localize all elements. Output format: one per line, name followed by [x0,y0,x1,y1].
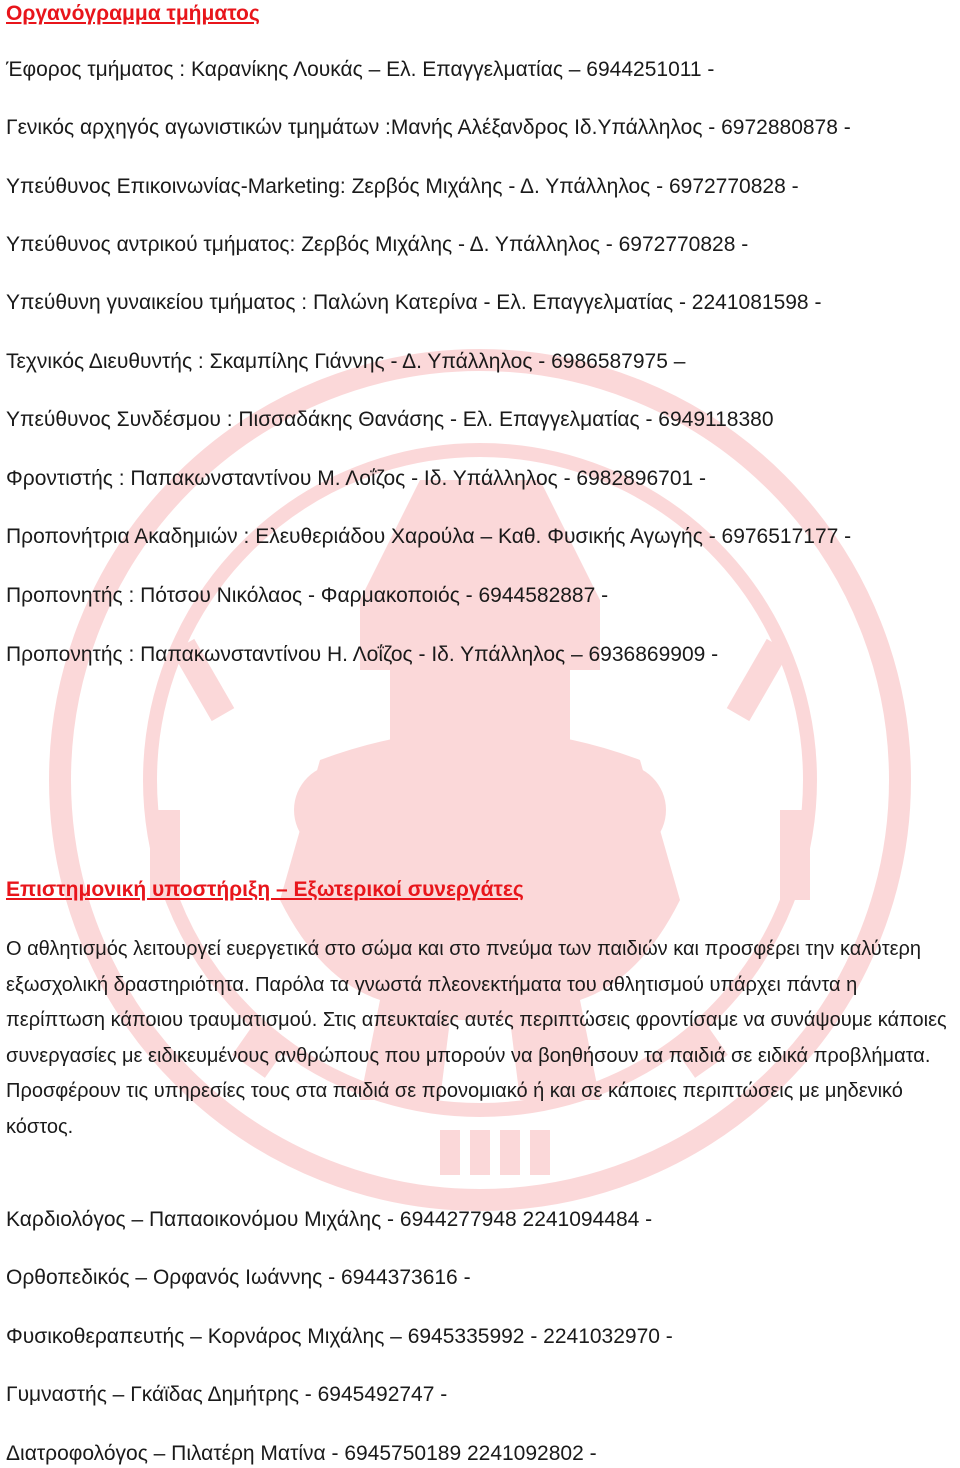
staff-line: Γενικός αρχηγός αγωνιστικών τμημάτων :Μανής Αλέξανδρος Ιδ.Υπάλληλος - 6972880878 - [6,116,851,139]
contact-line: Καρδιολόγος – Παπαοικονόμου Μιχάλης - 6944277948 2241094484 - [6,1208,653,1231]
contact-line: Ορθοπεδικός – Ορφανός Ιωάννης - 6944373616 - [6,1266,471,1289]
scientific-support-heading: Επιστημονική υποστήριξη – Εξωτερικοί συνεργάτες [6,878,524,901]
staff-line: Υπεύθυνος Επικοινωνίας-Marketing: Ζερβός Μιχάλης - Δ. Υπάλληλος - 6972770828 - [6,175,799,198]
support-paragraph: Ο αθλητισμός λειτουργεί ευεργετικά στο σώμα και στο πνεύμα των παιδιών και προσφέρει την καλύτερη εξωσχολική δραστηριότητα. Παρόλα τα γνωστά πλεονεκτήματα του αθλητισμού υπάρχει πάντα η περίπτωση κάποιου τραυματισμού. Στις απευκταίες αυτές περιπτώσεις φροντίσαμε να συνάψουμε κάποιες συνεργασίες με ειδικευμένους ανθρώπους που μπορούν να βοηθήσουν τα παιδιά σε ειδικά προβλήματα. Προσφέρουν τις υπηρεσίες τους στα παιδιά σε προνομιακό ή και σε κάποιες περιπτώσεις με μηδενικό κόστος. [6,938,947,1138]
staff-line: Προπονητής : Πότσου Νικόλαος - Φαρμακοποιός - 6944582887 - [6,584,609,607]
contact-line: Φυσικοθεραπευτής – Κορνάρος Μιχάλης – 6945335992 - 2241032970 - [6,1325,673,1348]
staff-line: Προπονήτρια Ακαδημιών : Ελευθεριάδου Χαρούλα – Καθ. Φυσικής Αγωγής - 6976517177 - [6,525,852,548]
staff-line: Τεχνικός Διευθυντής : Σκαμπίλης Γιάννης - Δ. Υπάλληλος - 6986587975 – [6,350,686,373]
staff-line: Φροντιστής : Παπακωνσταντίνου Μ. Λοΐζος - Ιδ. Υπάλληλος - 6982896701 - [6,467,707,490]
contact-line: Γυμναστής – Γκάϊδας Δημήτρης - 6945492747 - [6,1383,448,1406]
staff-line: Έφορος τμήματος : Καρανίκης Λουκάς – Ελ. Επαγγελματίας – 6944251011 - [6,58,715,81]
org-chart-heading: Οργανόγραμμα τμήματος [6,2,260,25]
contact-line: Διατροφολόγος – Πιλατέρη Ματίνα - 6945750189 2241092802 - [6,1442,597,1465]
staff-line: Υπεύθυνος αντρικού τμήματος: Ζερβός Μιχάλης - Δ. Υπάλληλος - 6972770828 - [6,233,749,256]
staff-line: Υπεύθυνη γυναικείου τμήματος : Παλώνη Κατερίνα - Ελ. Επαγγελματίας - 2241081598 - [6,291,822,314]
staff-line: Προπονητής : Παπακωνσταντίνου Η. Λοΐζος - Ιδ. Υπάλληλος – 6936869909 - [6,643,719,666]
staff-line: Υπεύθυνος Συνδέσμου : Πισσαδάκης Θανάσης - Ελ. Επαγγελματίας - 6949118380 [6,408,774,431]
